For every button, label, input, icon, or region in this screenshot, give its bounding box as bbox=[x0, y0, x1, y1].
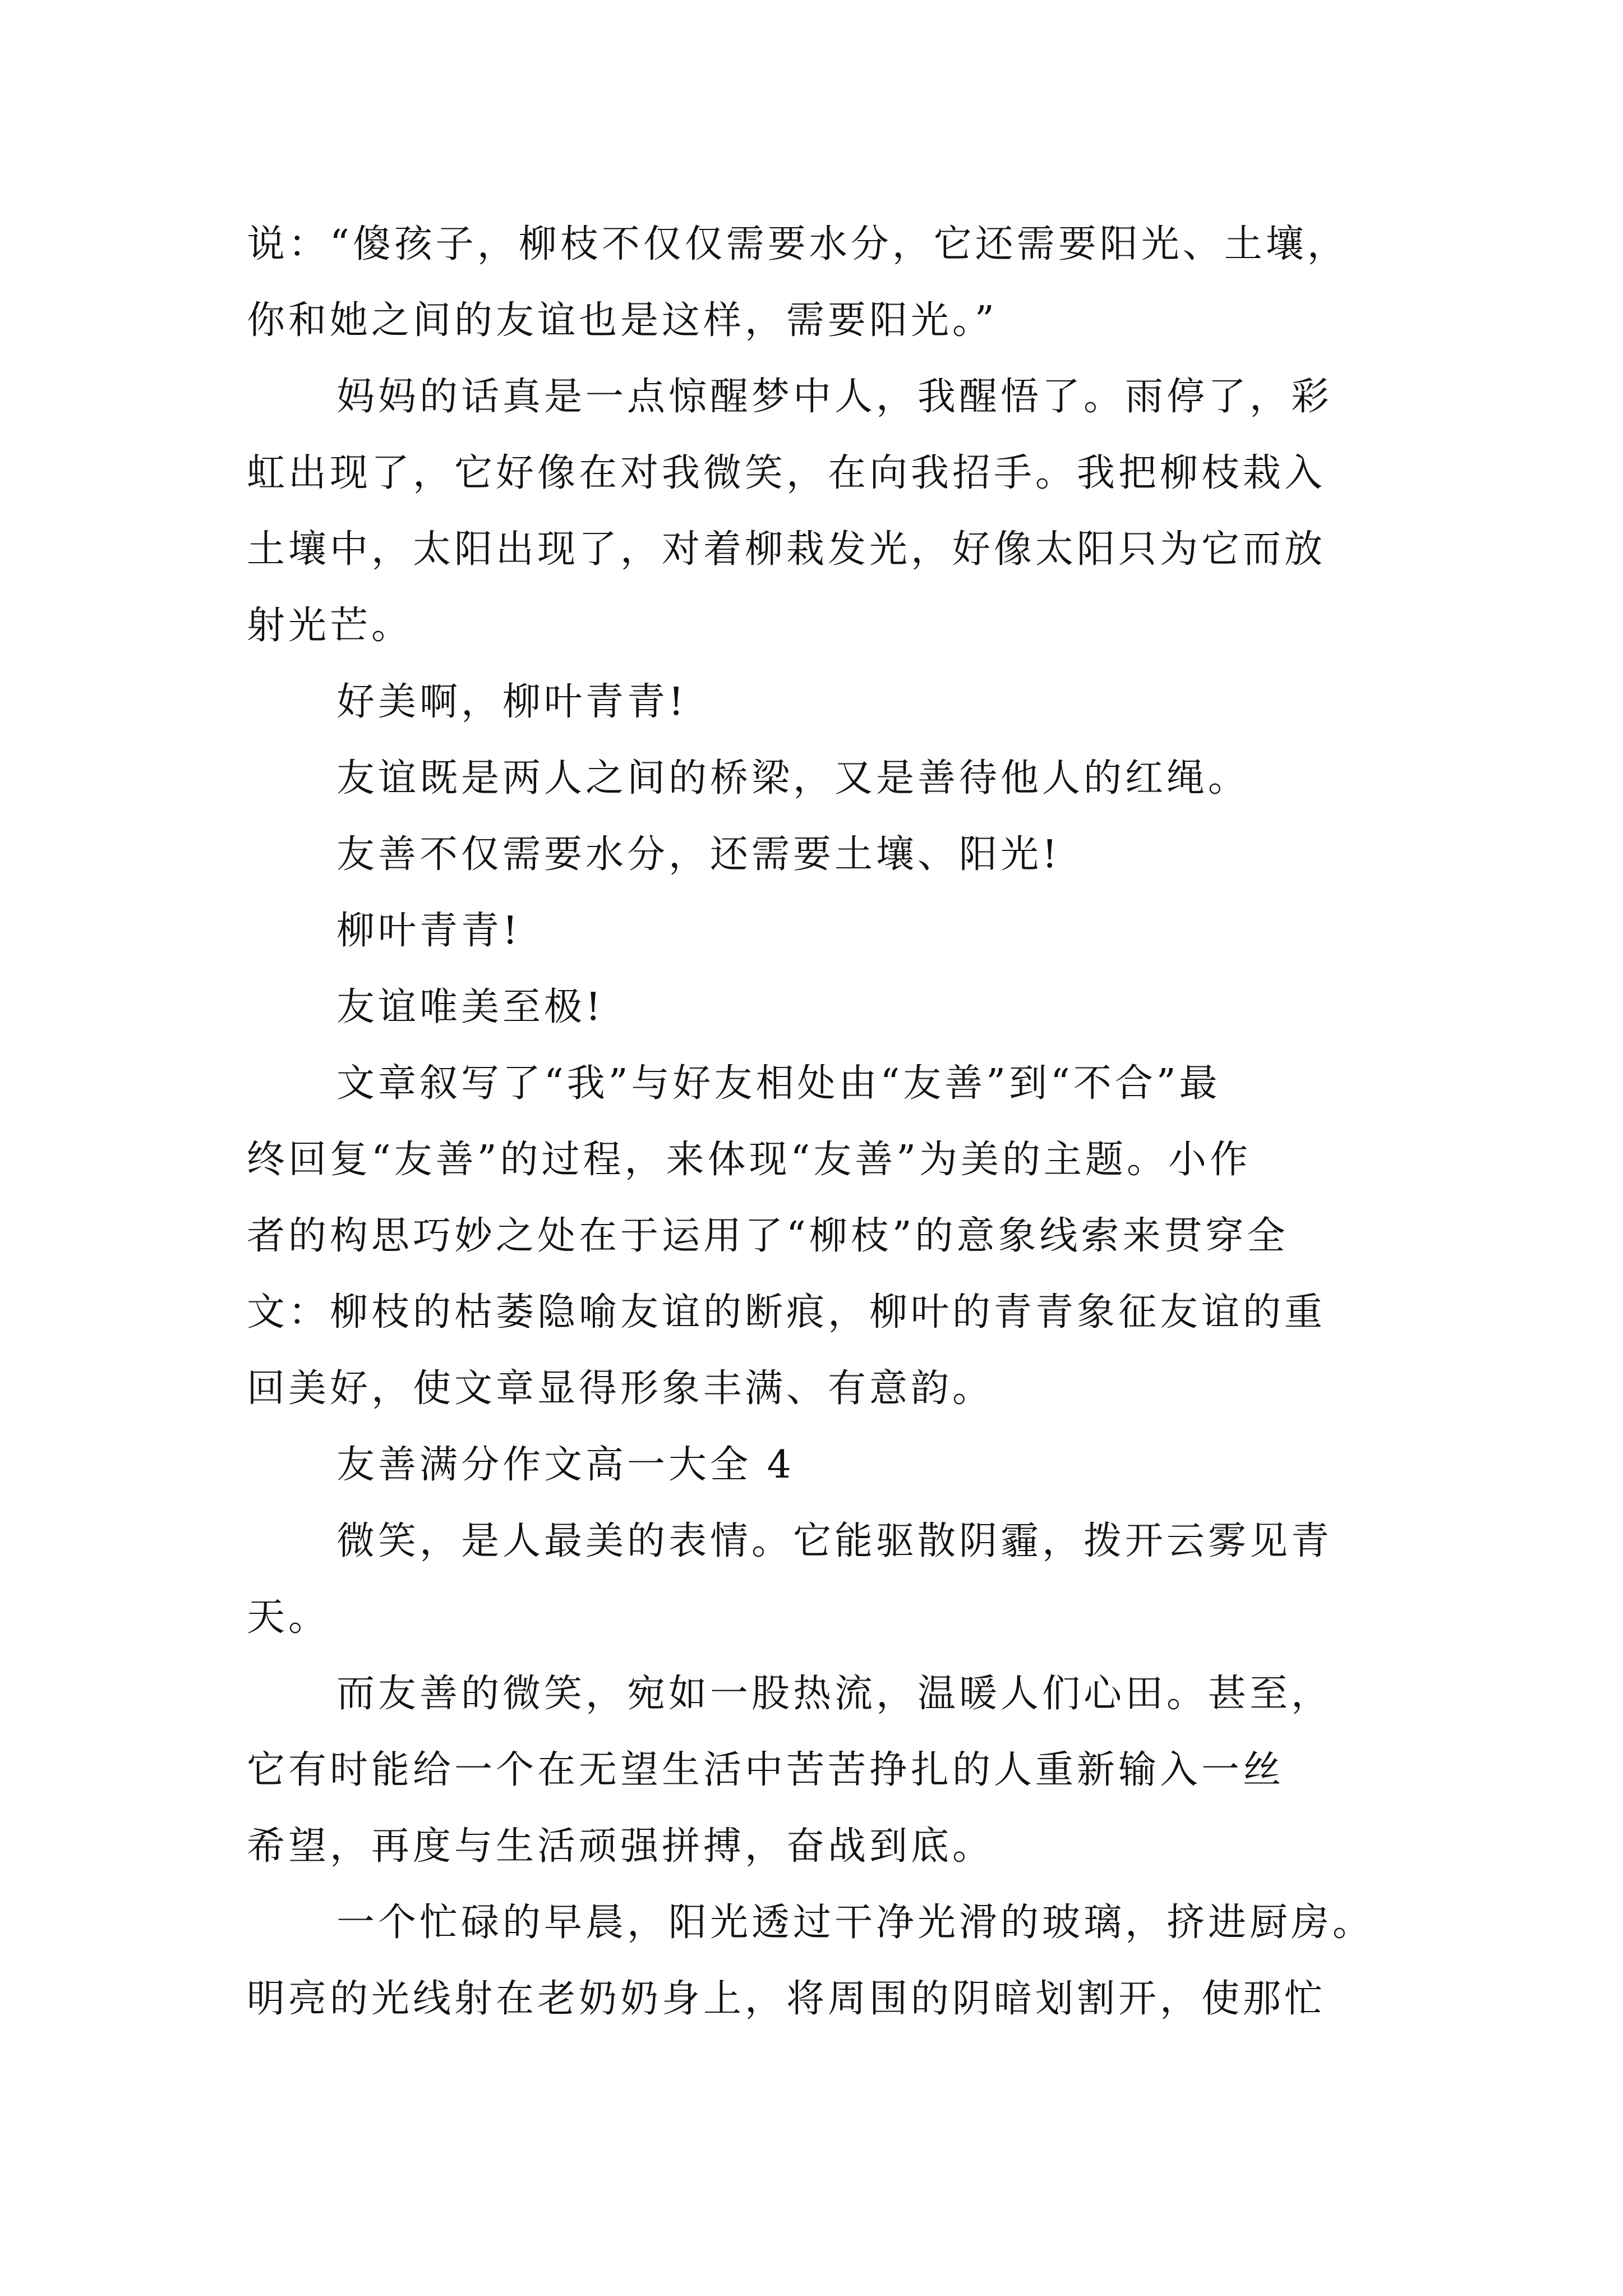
text-line: 妈妈的话真是一点惊醒梦中人，我醒悟了。雨停了，彩 bbox=[336, 375, 1333, 419]
document-body bbox=[247, 206, 1391, 2037]
text-line: 天。 bbox=[247, 1595, 330, 1640]
heading-line: 友善满分作文高一大全 4 bbox=[336, 1443, 795, 1487]
text-line: 说：“傻孩子，柳枝不仅仅需要水分，它还需要阳光、土壤， bbox=[247, 222, 1349, 266]
text-line: 文章叙写了“我”与好友相处由“友善”到“不合”最 bbox=[336, 1061, 1221, 1106]
text-line: 虹出现了，它好像在对我微笑，在向我招手。我把柳枝栽入 bbox=[247, 451, 1326, 495]
paragraph-1 bbox=[247, 206, 1391, 359]
text-line: 好美啊，柳叶青青! bbox=[336, 680, 688, 724]
paragraph-12 bbox=[247, 1885, 1391, 2037]
paragraph-2 bbox=[247, 359, 1391, 664]
paragraph-11 bbox=[247, 1656, 1391, 1885]
paragraph-3 bbox=[247, 664, 1391, 740]
text-line: 者的构思巧妙之处在于运用了“柳枝”的意象线索来贯穿全 bbox=[247, 1214, 1289, 1258]
text-line: 你和她之间的友谊也是这样，需要阳光。” bbox=[247, 298, 998, 343]
paragraph-6 bbox=[247, 893, 1391, 969]
text-line: 土壤中，太阳出现了，对着柳栽发光，好像太阳只为它而放 bbox=[247, 527, 1326, 572]
text-line: 友谊既是两人之间的桥梁，又是善待他人的红绳。 bbox=[336, 756, 1250, 800]
paragraph-4 bbox=[247, 740, 1391, 817]
section-heading bbox=[247, 1427, 1391, 1503]
text-line: 友谊唯美至极! bbox=[336, 985, 605, 1029]
text-line: 希望，再度与生活顽强拼搏，奋战到底。 bbox=[247, 1824, 994, 1869]
text-line: 终回复“友善”的过程，来体现“友善”为美的主题。小作 bbox=[247, 1138, 1252, 1182]
text-line: 文：柳枝的枯萎隐喻友谊的断痕，柳叶的青青象征友谊的重 bbox=[247, 1290, 1326, 1335]
paragraph-7 bbox=[247, 969, 1391, 1046]
text-line: 明亮的光线射在老奶奶身上，将周围的阴暗划割开，使那忙 bbox=[247, 1977, 1326, 2021]
paragraph-5 bbox=[247, 817, 1391, 893]
text-line: 微笑，是人最美的表情。它能驱散阴霾，拨开云雾见青 bbox=[336, 1519, 1333, 1563]
text-line: 回美好，使文章显得形象丰满、有意韵。 bbox=[247, 1366, 994, 1411]
text-line: 友善不仅需要水分，还需要土壤、阳光! bbox=[336, 832, 1061, 877]
text-line: 射光芒。 bbox=[247, 604, 413, 648]
text-line: 而友善的微笑，宛如一股热流，温暖人们心田。甚至， bbox=[336, 1672, 1333, 1716]
text-line: 一个忙碌的早晨，阳光透过干净光滑的玻璃，挤进厨房。 bbox=[336, 1901, 1375, 1945]
text-line: 柳叶青青! bbox=[336, 909, 522, 953]
paragraph-8-commentary bbox=[247, 1046, 1391, 1427]
paragraph-10 bbox=[247, 1503, 1391, 1656]
text-line: 它有时能给一个在无望生活中苦苦挣扎的人重新输入一丝 bbox=[247, 1748, 1285, 1792]
